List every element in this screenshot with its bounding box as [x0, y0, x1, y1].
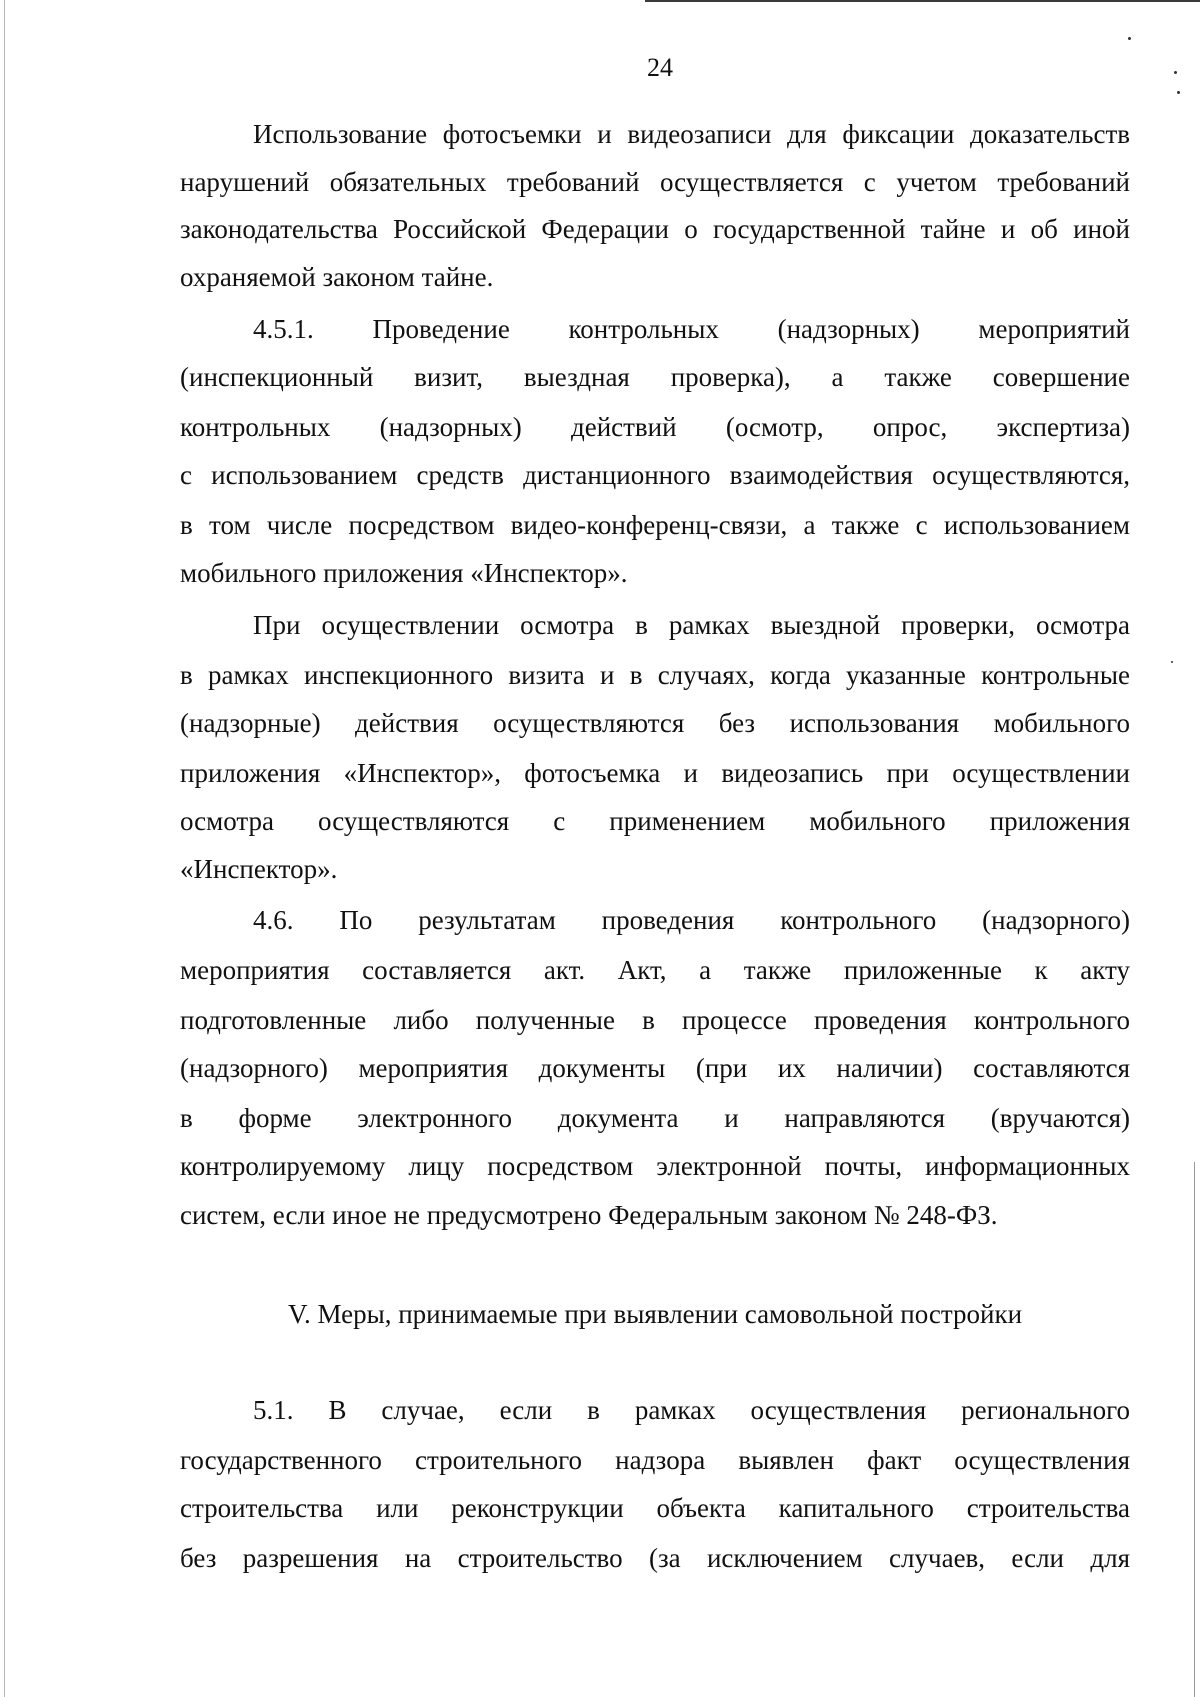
text-line: Использование фотосъемки и видеозаписи для фиксации доказательств: [253, 119, 1130, 149]
scan-top-line: [645, 0, 1200, 2]
scan-edge-right: [1194, 1162, 1195, 1697]
text-line: охраняемой законом тайне.: [180, 262, 494, 292]
text-line: (надзорного) мероприятия документы (при их наличии) составляются: [180, 1053, 1130, 1083]
text-line: осмотра осуществляются с применением мобильного приложения: [180, 806, 1130, 836]
text-line: государственного строительного надзора выявлен факт осуществления: [180, 1445, 1130, 1475]
text-line: в том числе посредством видео-конференц-связи, а также с использованием: [180, 510, 1130, 540]
scan-speck: [1177, 91, 1180, 94]
scan-edge-left: [4, 0, 5, 1697]
page-number: 24: [647, 53, 673, 82]
section-heading: V. Меры, принимаемые при выявлении самовольной постройки: [287, 1299, 1023, 1329]
text-line: в рамках инспекционного визита и в случаях, когда указанные контрольные: [180, 660, 1130, 690]
text-line: контролируемому лицу посредством электронной почты, информационных: [180, 1151, 1130, 1181]
text-line: строительства или реконструкции объекта капитального строительства: [180, 1493, 1130, 1523]
text-line: 4.5.1. Проведение контрольных (надзорных) мероприятий: [253, 314, 1130, 344]
text-line: (инспекционный визит, выездная проверка), а также совершение: [180, 362, 1130, 392]
text-line: без разрешения на строительство (за исключением случаев, если для: [180, 1543, 1130, 1573]
text-line: в форме электронного документа и направляются (вручаются): [180, 1103, 1130, 1133]
text-line: 4.6. По результатам проведения контрольного (надзорного): [253, 905, 1130, 935]
text-line: (надзорные) действия осуществляются без использования мобильного: [180, 708, 1130, 738]
text-line: с использованием средств дистанционного взаимодействия осуществляются,: [180, 460, 1130, 490]
scan-speck: [1128, 37, 1131, 40]
text-line: нарушений обязательных требований осуществляется с учетом требований: [180, 167, 1130, 197]
text-line: систем, если иное не предусмотрено Федеральным законом № 248-ФЗ.: [180, 1200, 998, 1230]
text-line: При осуществлении осмотра в рамках выездной проверки, осмотра: [253, 610, 1130, 640]
text-line: приложения «Инспектор», фотосъемка и видеозапись при осуществлении: [180, 758, 1130, 788]
text-line: подготовленные либо полученные в процессе проведения контрольного: [180, 1005, 1130, 1035]
text-line: контрольных (надзорных) действий (осмотр, опрос, экспертиза): [180, 412, 1130, 442]
text-line: мобильного приложения «Инспектор».: [180, 558, 628, 588]
text-line: мероприятия составляется акт. Акт, а также приложенные к акту: [180, 955, 1130, 985]
text-line: «Инспектор».: [180, 854, 338, 884]
scan-speck: [1171, 661, 1173, 663]
text-line: законодательства Российской Федерации о государственной тайне и об иной: [180, 214, 1130, 244]
text-line: 5.1. В случае, если в рамках осуществления регионального: [253, 1395, 1130, 1425]
